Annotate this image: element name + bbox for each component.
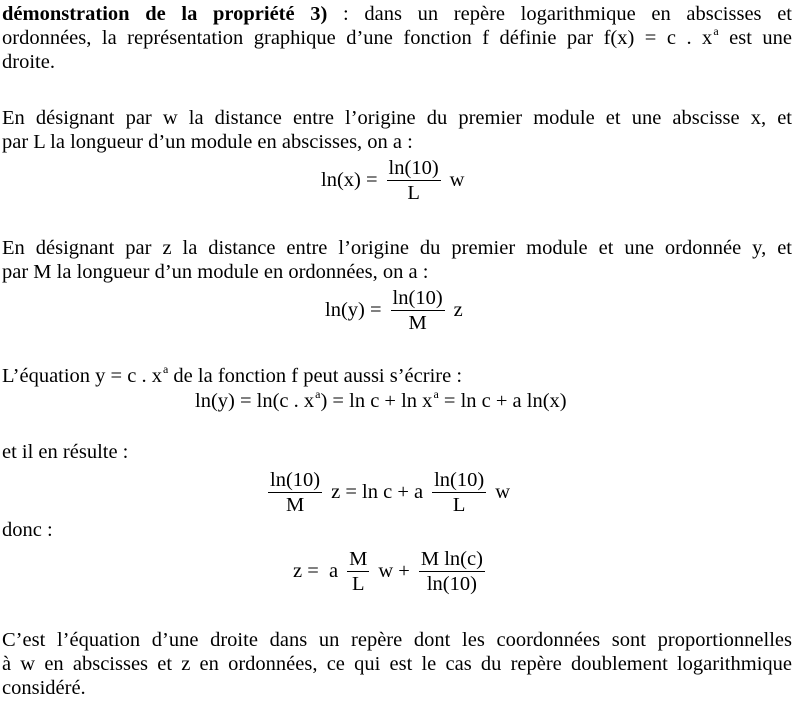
fraction-denominator: M xyxy=(408,311,427,334)
paragraph-7-line-1: C’est l’équation d’une droite dans un repère dont les coordonnées sont proportionnelles xyxy=(2,629,792,651)
fraction-numerator: ln(10) xyxy=(434,468,485,491)
paragraph-1-line-2: ordonnées, la représentation graphique d’une fonction f définie par f(x) = c . $x^a$ est une xyxy=(2,24,792,49)
fraction-denominator: L xyxy=(351,572,365,595)
paragraph-3-line-1: En désignant par z la distance entre l’origine du premier module et une ordonnée y, et xyxy=(2,237,792,259)
fraction-numerator: M ln(c) xyxy=(420,547,483,570)
paragraph-4: L’équation y = c . $x^a$ de la fonction f peut aussi s’écrire : xyxy=(2,362,463,387)
paragraph-2-line-1: En désignant par w la distance entre l’origine du premier module et une abscisse x, et xyxy=(2,107,792,129)
paragraph-1-line-1: démonstration de la propriété 3) : dans un repère logarithmique en abscisses et xyxy=(2,3,792,25)
equation-rhs: w xyxy=(449,168,465,191)
equation-ln-y xyxy=(322,284,466,336)
equation-middle: w + xyxy=(378,559,410,582)
exponent: a xyxy=(433,387,439,401)
fraction-numerator: ln(10) xyxy=(392,286,443,309)
equation-log-expansion: ln(y) = ln(c . $x^a) = \ln c + \ln x^a = \ln c + a$ ln(x) xyxy=(195,387,567,412)
paragraph-6: donc : xyxy=(2,519,53,541)
fraction-denominator: L xyxy=(452,493,466,516)
paragraph-7-line-2: à w en abscisses et z en ordonnées, ce qui est le cas du repère doublement logarithmique xyxy=(2,653,792,675)
paragraph-3-line-2: par M la longueur d’un module en ordonnées, on a : xyxy=(2,261,429,283)
paragraph-2-line-2: par L la longueur d’un module en abscisses, on a : xyxy=(2,131,413,153)
equation-lhs: ln(x) = xyxy=(321,168,378,191)
exponent: a xyxy=(162,362,169,376)
proof-label: démonstration de la propriété 3) xyxy=(2,3,328,25)
equation-lhs: z = a xyxy=(293,559,339,582)
fraction-numerator: M xyxy=(349,547,368,570)
fraction xyxy=(268,469,322,516)
paragraph-1-line-3: droite. xyxy=(2,51,55,73)
paragraph-5: et il en résulte : xyxy=(2,441,129,463)
equation-ln-x xyxy=(318,154,467,206)
fraction-numerator: ln(10) xyxy=(270,468,321,491)
fraction-denominator: M xyxy=(285,493,305,516)
fraction-denominator: ln(10) xyxy=(426,572,477,595)
equation-rhs: z xyxy=(453,298,463,321)
fraction xyxy=(432,469,486,516)
equation-middle: z = ln c + a xyxy=(331,480,424,503)
exponent: a xyxy=(713,24,719,38)
equation-lhs: ln(y) = xyxy=(325,298,382,321)
equation-z-line xyxy=(290,545,491,597)
equation-combined xyxy=(262,466,513,518)
fraction xyxy=(347,548,369,595)
fraction xyxy=(387,157,441,204)
equation-rhs: w xyxy=(495,480,511,503)
fraction xyxy=(419,548,485,595)
fraction-numerator: ln(10) xyxy=(388,156,439,179)
fraction-denominator: L xyxy=(407,181,420,204)
paragraph-7-line-3: considéré. xyxy=(2,677,86,699)
fraction xyxy=(391,287,445,334)
exponent: a xyxy=(315,387,321,401)
